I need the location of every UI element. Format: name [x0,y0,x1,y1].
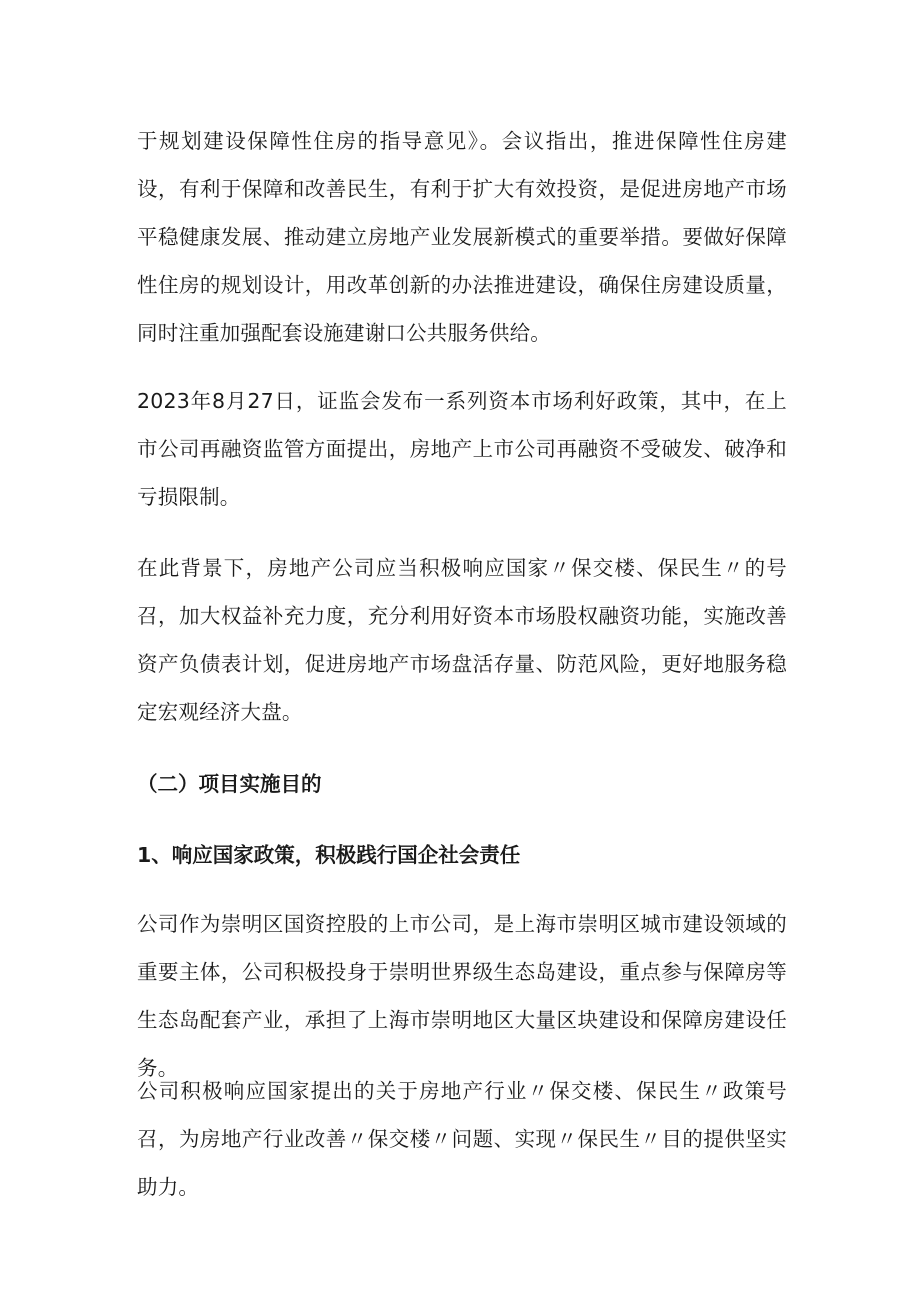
paragraph-policy-guidance: 于规划建设保障性住房的指导意见》。会议指出，推进保障性住房建设，有利于保障和改善民生，有利于扩大有效投资，是促进房地产市场平稳健康发展、推动建立房地产业发展新模式的重要举措。要做好保障性住房的规划设计，用改革创新的办法推进建设，确保住房建设质量，同时注重加强配套设施建谢口公共服务供给。 [137,129,787,345]
paragraph-company-role: 公司作为崇明区国资控股的上市公司，是上海市崇明区城市建设领域的重要主体，公司积极投身于崇明世界级生态岛建设，重点参与保障房等生态岛配套产业，承担了上海市崇明地区大量区块建设和保障房建设任务。 [137,912,787,1080]
paragraph-company-response: 公司积极响应国家提出的关于房地产行业〃保交楼、保民生〃政策号召，为房地产行业改善〃保交楼〃问题、实现〃保民生〃目的提供坚实助力。 [137,1079,787,1199]
paragraph-csrc-policy: 2023年8月27日，证监会发布一系列资本市场利好政策，其中，在上市公司再融资监管方面提出，房地产上市公司再融资不受破发、破净和亏损限制。 [137,389,787,509]
section-heading: （二）项目实施目的 [137,772,322,796]
subsection-heading: 1、响应国家政策，积极践行国企社会责任 [137,843,521,867]
paragraph-background: 在此背景下，房地产公司应当积极响应国家〃保交楼、保民生〃的号召，加大权益补充力度，充分利用好资本市场股权融资功能，实施改善资产负债表计划，促进房地产市场盘活存量、防范风险，更好地服务稳定宏观经济大盘。 [137,556,787,724]
